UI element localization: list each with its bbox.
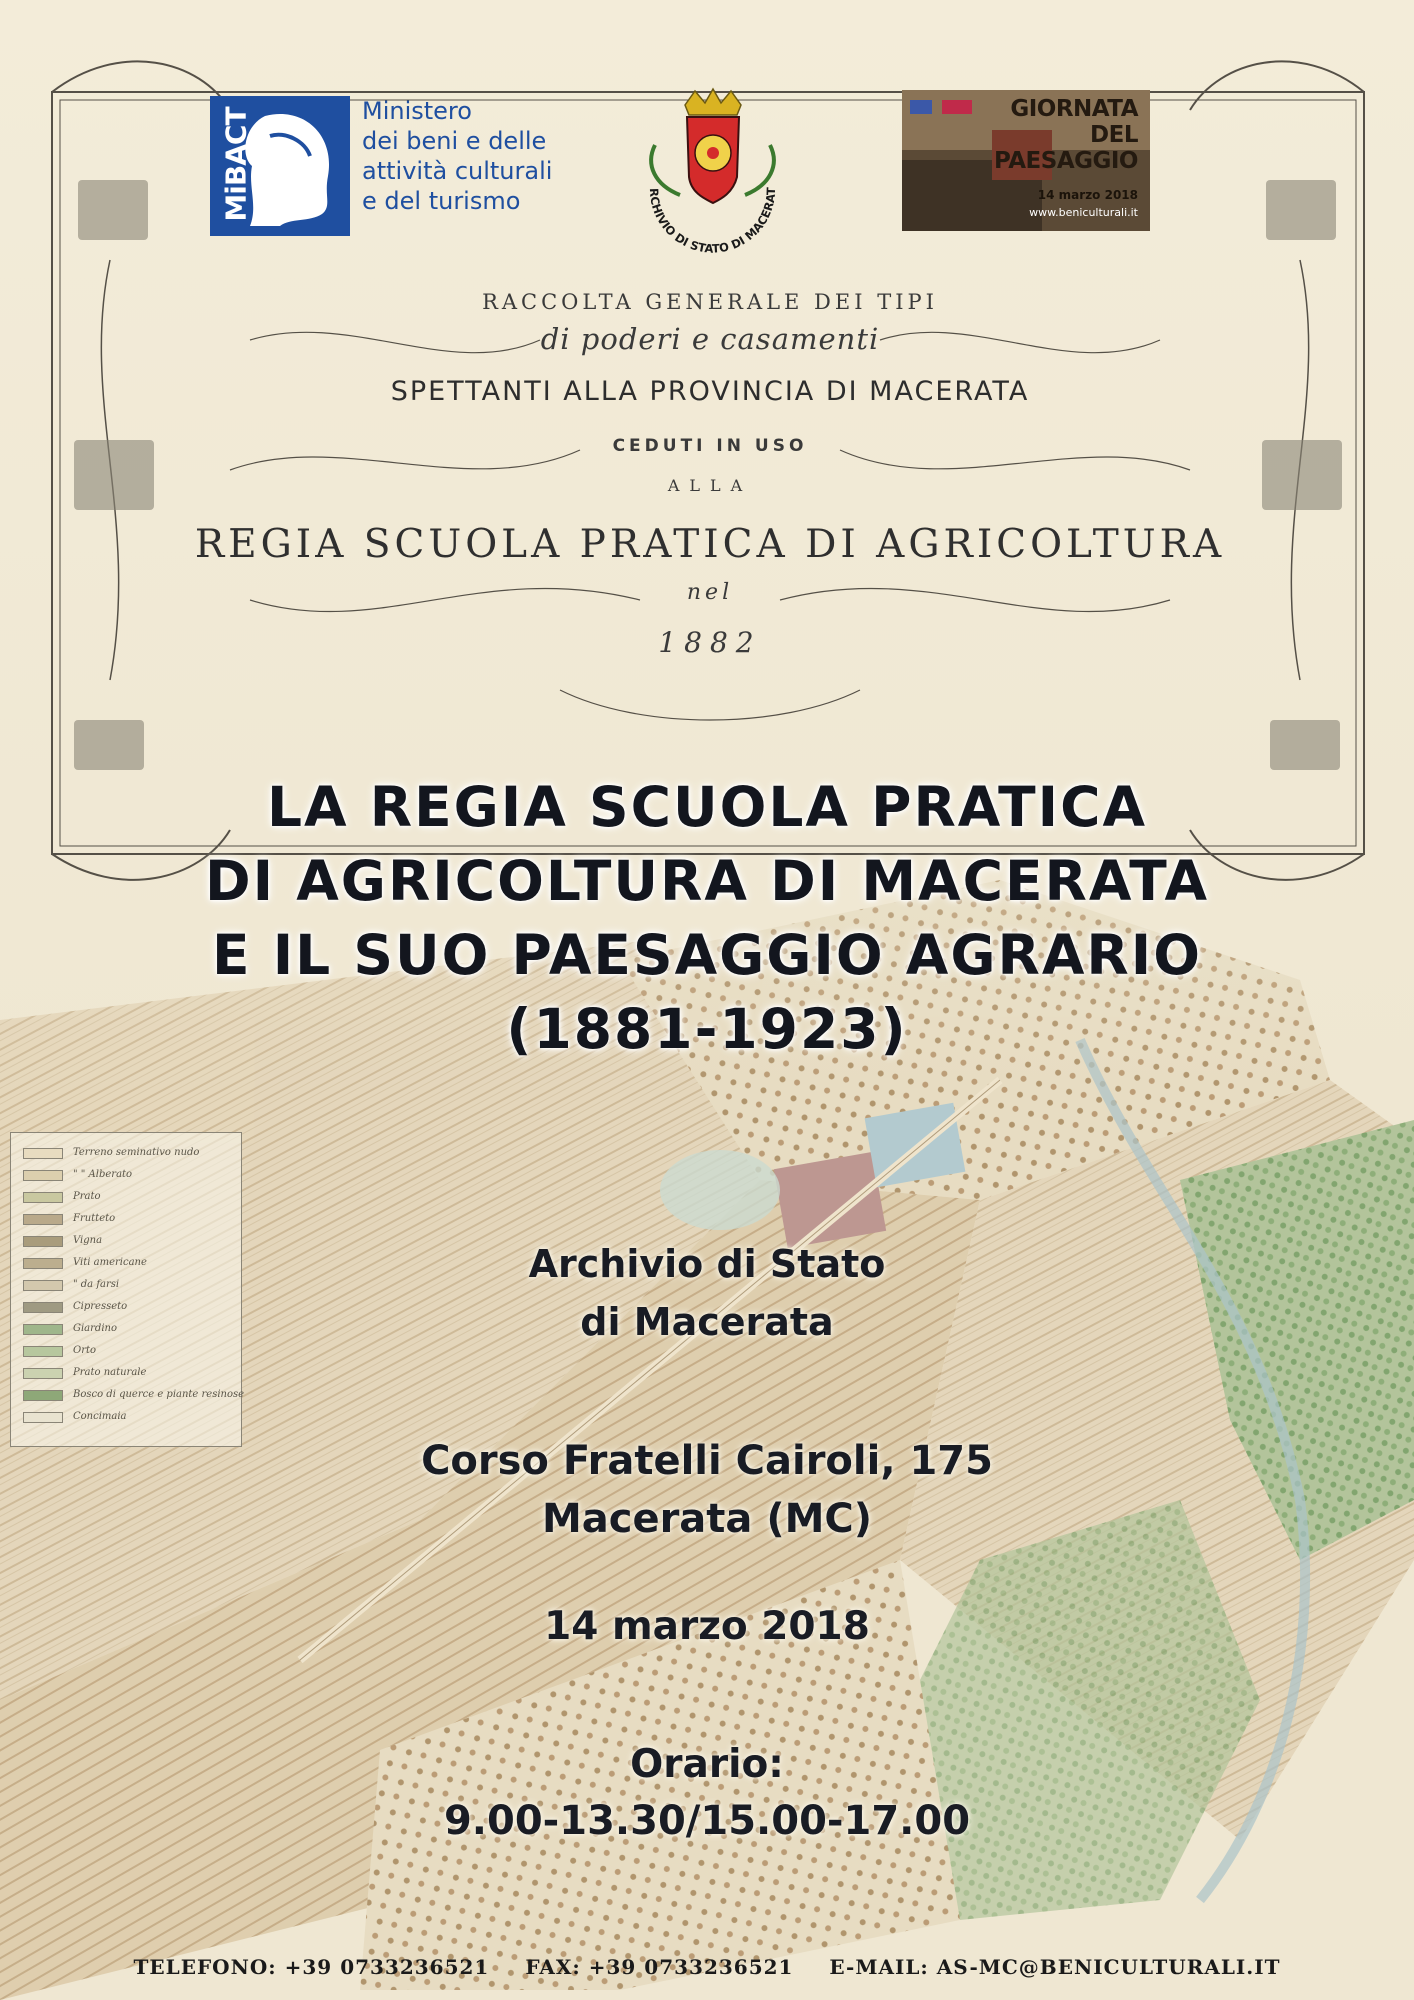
giornata-line: GIORNATA (1010, 96, 1138, 122)
mibact-line: dei beni e delle (362, 127, 547, 155)
event-title (40, 770, 1374, 1066)
opening-hours: 9.00-13.30/15.00-17.00 (443, 1798, 971, 1844)
frontispiece-line-1: RACCOLTA GENERALE DEI TIPI (482, 290, 938, 314)
mibact-name (362, 96, 562, 216)
event-title-line: LA REGIA SCUOLA PRATICA (266, 775, 1148, 839)
archive-seal-logo (625, 85, 800, 260)
mibact-line: attività culturali (362, 157, 553, 185)
event-title-line: DI AGRICOLTURA DI MACERATA (204, 849, 1210, 913)
legend-item: Concimaia (23, 1411, 233, 1425)
giornata-website: www.beniculturali.it (1029, 206, 1138, 219)
frontispiece-line-3: SPETTANTI ALLA PROVINCIA DI MACERATA (390, 376, 1030, 407)
legend-item: Terreno seminativo nudo (23, 1147, 233, 1161)
event-date: 14 marzo 2018 (544, 1604, 870, 1649)
legend-item: " " Alberato (23, 1169, 233, 1183)
event-title-line: (1881-1923) (506, 997, 908, 1061)
frontispiece-line-6: REGIA SCUOLA PRATICA DI AGRICOLTURA (194, 522, 1226, 567)
legend-item: Bosco di querce e piante resinose (23, 1389, 233, 1403)
fax-number: FAX: +39 0733236521 (525, 1955, 794, 1979)
legend-item: Frutteto (23, 1213, 233, 1227)
mibact-logo (210, 96, 555, 236)
contact-footer (0, 1955, 1414, 1979)
frontispiece-line-7: nel (686, 580, 734, 605)
legend-item: Prato naturale (23, 1367, 233, 1381)
mibact-line: e del turismo (362, 187, 521, 215)
map-legend (10, 1132, 245, 1447)
venue-address: Corso Fratelli Cairoli, 175 (421, 1438, 993, 1484)
frontispiece-line-8: 1882 (658, 626, 762, 659)
legend-item: Orto (23, 1345, 233, 1359)
frontispiece-line-5: ALLA (667, 476, 753, 495)
email-address: E-MAIL: AS-MC@BENICULTURALI.IT (829, 1955, 1281, 1979)
venue-city: Macerata (MC) (541, 1496, 873, 1542)
archive-seal-text: RCHIVIO DI STATO DI MACERAT (646, 187, 779, 256)
legend-item: Vigna (23, 1235, 233, 1249)
legend-item: Viti americane (23, 1257, 233, 1271)
phone-number: TELEFONO: +39 0733236521 (133, 1955, 490, 1979)
legend-item: Prato (23, 1191, 233, 1205)
hours-label: Orario: (630, 1742, 784, 1787)
giornata-line: PAESAGGIO (994, 148, 1138, 174)
legend-item: Giardino (23, 1323, 233, 1337)
event-title-line: E IL SUO PAESAGGIO AGRARIO (212, 923, 1202, 987)
mibact-line: Ministero (362, 97, 472, 125)
venue-name-line-2: di Macerata (580, 1300, 834, 1344)
giornata-line: DEL (1090, 122, 1138, 148)
frontispiece-line-4: CEDUTI IN USO (612, 436, 808, 456)
giornata-date: 14 marzo 2018 (1037, 188, 1138, 202)
mibact-acronym: MiBACT (219, 107, 253, 222)
legend-item: " da farsi (23, 1279, 233, 1293)
legend-item: Cipresseto (23, 1301, 233, 1315)
giornata-paesaggio-logo (902, 90, 1150, 231)
frontispiece-line-2: di poderi e casamenti (540, 322, 880, 356)
venue-name: Archivio di Stato (528, 1242, 886, 1286)
